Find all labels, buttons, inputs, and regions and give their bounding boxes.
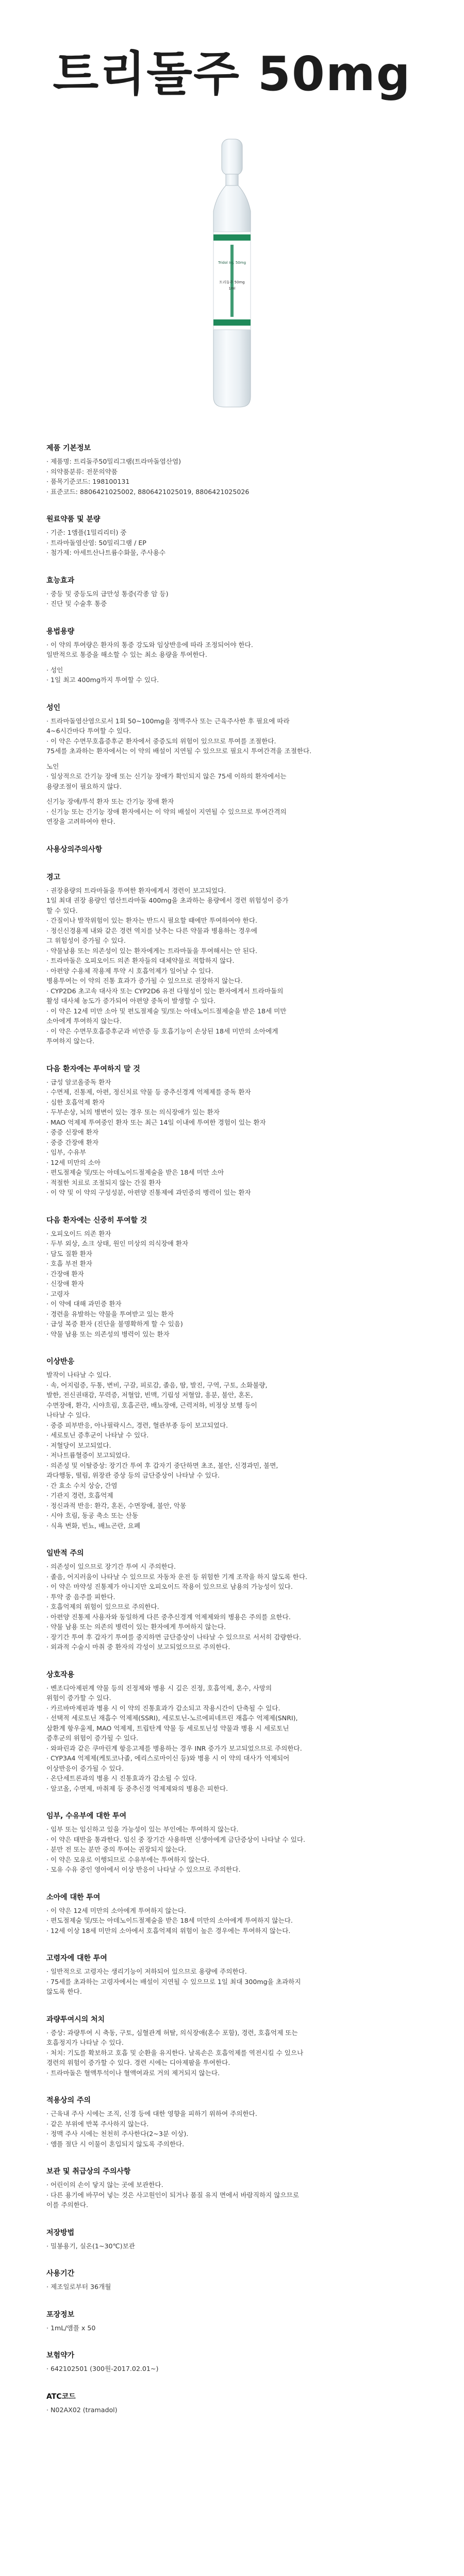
section-title: 상호작용 xyxy=(46,1670,75,1679)
section-line: 발작이 나타날 수 있다. xyxy=(46,1371,111,1379)
section-line: · 같은 부위에 반복 주사하지 않는다. xyxy=(46,2120,149,2128)
section-line: · 첨가제: 아세트산나트륨수화물, 주사용수 xyxy=(46,549,166,556)
section-line: · 저나트륨혈증이 보고되었다. xyxy=(46,1451,130,1459)
ampoule-label-brand: Tridol Inj. 50mg xyxy=(218,261,246,265)
section-line: · 장기간 투여 후 갑자기 투여를 중지하면 금단증상이 나타날 수 있으므로 서서히 감량한다. xyxy=(46,1633,302,1641)
section-line: · 이 약 및 이 약의 구성성분, 아편양 진통제에 과민증의 병력이 있는 환자 xyxy=(46,1189,251,1196)
section-line: · 정신과적 반응: 환각, 혼돈, 수면장애, 불안, 악몽 xyxy=(46,1501,187,1510)
section-line: 1일 최대 권장 용량인 염산트라마돌 400mg을 초과하는 용량에서 경련 위험성이 증가 xyxy=(46,896,289,904)
section-line: 75세를 초과하는 환자에서는 이 약의 배설이 지연될 수 있으므로 필요시 투여간격을 조절한다. xyxy=(46,747,312,755)
section-line: · MAO 억제제 투여중인 환자 또는 최근 14일 이내에 투여한 경험이 있는 환자 xyxy=(46,1118,266,1126)
section-line: 삼환계 항우울제, MAO 억제제, 트립탄계 약물 등 세로토닌성 약물과 병용 시 세로토닌 xyxy=(46,1724,289,1732)
section-line: · 이 약은 12세 미만의 소아에게 투여하지 않는다. xyxy=(46,1906,187,1914)
info-section xyxy=(46,443,418,497)
section-line: · 트라마돌염산염으로서 1회 50~100mg을 정맥주사 또는 근육주사한 후 필요에 따라 xyxy=(46,717,290,725)
section-line: · 어린이의 손이 닿지 않는 곳에 보관한다. xyxy=(46,2181,163,2189)
section-line: · 적절한 치료로 조절되지 않는 간질 환자 xyxy=(46,1178,161,1187)
section-line: 소아에게 투여하지 않는다. xyxy=(46,1017,122,1025)
section-title: ATC코드 xyxy=(46,2392,76,2401)
section-line: 일반적으로 통증을 해소할 수 있는 최소 용량을 투여한다. xyxy=(46,651,207,658)
section-line: · 경련을 유발하는 약물을 투여받고 있는 환자 xyxy=(46,1310,174,1318)
section-line: · 이 약은 마약성 진통제가 아니지만 오피오이드 작용이 있으므로 남용의 가능성이 있다. xyxy=(46,1583,293,1590)
section-line: 이를 주의한다. xyxy=(46,2201,88,2209)
section-title: 포장정보 xyxy=(46,2310,75,2319)
section-line: 않도록 한다. xyxy=(46,1988,82,1995)
section-title: 용법용량 xyxy=(46,627,75,636)
section-line: · 분만 전 또는 분만 중의 투여는 권장되지 않는다. xyxy=(46,1845,187,1853)
info-section xyxy=(46,2350,418,2374)
section-line: · 일상적으로 간기능 장애 또는 신기능 장애가 확인되지 않은 75세 이하의 환자에서는 xyxy=(46,772,287,780)
section-line xyxy=(46,791,418,796)
section-line: 위험이 증가할 수 있다. xyxy=(46,1694,111,1702)
section-line: · 중증 신장애 환자 xyxy=(46,1128,99,1136)
section-line: · 이 약은 12세 미만 소아 및 편도절제술 및/또는 아데노이드절제술을 받은 18세 미만 xyxy=(46,1007,287,1015)
section-line: · 간질이나 발작위험이 있는 환자는 반드시 필요할 때에만 투여하여야 한다. xyxy=(46,917,258,924)
section-line: · 두부 외상, 쇼크 상태, 원인 미상의 의식장애 환자 xyxy=(46,1240,189,1247)
section-line: · 간 효소 수치 상승, 간염 xyxy=(46,1481,118,1489)
section-line: · 세로토닌 증후군이 나타날 수 있다. xyxy=(46,1431,149,1439)
section-line: · 급성 복증 환자 (진단을 불명확하게 할 수 있음) xyxy=(46,1320,183,1328)
section-line: · 임부, 수유부 xyxy=(46,1148,86,1156)
section-line: · 임부 또는 임신하고 있을 가능성이 있는 부인에는 투여하지 않는다. xyxy=(46,1825,239,1833)
section-title: 임부, 수유부에 대한 투여 xyxy=(46,1812,127,1820)
section-line: · 알코올, 수면제, 마취제 등 중추신경 억제제와의 병용은 피한다. xyxy=(46,1784,228,1792)
section-line: 이상반응이 증가될 수 있다. xyxy=(46,1764,124,1772)
section-line: · 정신신경용제 내와 같은 경련 역치를 낮추는 다른 약물과 병용하는 경우에 xyxy=(46,926,258,935)
section-title: 성인 xyxy=(46,703,61,712)
section-line: · 이 약의 투여량은 환자의 통증 강도와 임상반응에 따라 조정되어야 한다. xyxy=(46,640,253,649)
section-line: · 모유 수유 중인 영아에서 이상 반응이 나타날 수 있으므로 주의한다. xyxy=(46,1866,241,1873)
ampoule-label-line-1: 트리돌주 50mg xyxy=(219,280,245,284)
info-section xyxy=(46,2228,418,2251)
section-line: · 수면제, 진통제, 아편, 정신치료 약물 등 중추신경계 억제제를 중독 환자 xyxy=(46,1088,251,1096)
section-line: · 담도 질환 환자 xyxy=(46,1249,93,1258)
section-line: · 투약 중 음주를 피한다. xyxy=(46,1592,115,1601)
section-title: 소아에 대한 투여 xyxy=(46,1893,101,1902)
section-line: 4~6시간마다 투여할 수 있다. xyxy=(46,727,131,735)
section-title: 보험약가 xyxy=(46,2351,75,2360)
section-title: 사용기간 xyxy=(46,2269,75,2278)
section-line: · 속, 어지럼증, 두통, 변비, 구갈, 피로감, 졸음, 땀, 발진, 구역, 구토, 소화불량, xyxy=(46,1381,268,1389)
section-title: 이상반응 xyxy=(46,1358,75,1366)
section-line: 투여하지 않는다. xyxy=(46,1037,95,1045)
section-line: · 정맥 주사 시에는 천천히 주사한다(2~3분 이상). xyxy=(46,2130,189,2138)
ampoule-label-line-2: 1ml xyxy=(228,286,236,291)
info-section xyxy=(46,1892,418,1936)
section-line: · 이 약은 모유로 이행되므로 수유부에는 투여하지 않는다. xyxy=(46,1855,209,1863)
section-title: 다음 환자에는 신중히 투여할 것 xyxy=(46,1216,147,1225)
info-section xyxy=(46,2014,418,2078)
section-line xyxy=(46,756,418,761)
info-section xyxy=(46,626,418,685)
section-line: 활성 대사체 농도가 증가되어 아편양 중독이 발생할 수 있다. xyxy=(46,997,216,1005)
section-line: · 일반적으로 고령자는 생리기능이 저하되어 있으므로 용량에 주의한다. xyxy=(46,1968,247,1975)
section-line: · 제조일로부터 36개월 xyxy=(46,2283,111,2291)
section-line: 병용투여는 이 약의 진통 효과가 증가될 수 있으므로 권장하지 않는다. xyxy=(46,977,243,985)
section-line: · 편도절제술 및/또는 아데노이드절제술을 받은 18세 미만의 소아에게 투여하지 않는다. xyxy=(46,1917,293,1924)
section-line: 연장을 고려하여야 한다. xyxy=(46,818,115,825)
section-line: · 간장애 환자 xyxy=(46,1269,84,1278)
info-section xyxy=(46,1548,418,1652)
section-line: · 호흡 부전 환자 xyxy=(46,1260,93,1267)
section-line: · 졸음, 어지러움이 나타날 수 있으므로 자동차 운전 등 위험한 기계 조작을 하지 않도록 한다. xyxy=(46,1572,308,1581)
section-title: 보관 및 취급상의 주의사항 xyxy=(46,2167,131,2176)
section-line: · 이 약에 대해 과민증 환자 xyxy=(46,1300,122,1308)
section-line: · 이 약은 수면무호흡증후군 환자에서 중증도의 위험이 있으므로 투여를 조절한다. xyxy=(46,737,276,745)
section-line: · 와파린과 같은 쿠마린계 항응고제를 병용하는 경우 INR 증가가 보고되었으므로 주의한다. xyxy=(46,1744,302,1752)
info-section xyxy=(46,1064,418,1198)
section-line: · 선택적 세로토닌 재흡수 억제제(SSRI), 세로토닌-노르에피네프린 재흡수 억제제(SNRI), xyxy=(46,1714,298,1722)
section-line: · 트라마돌은 오피오이드 의존 환자들의 대체약물로 적합하지 않다. xyxy=(46,957,235,964)
section-line: · 1mL/앰플 x 50 xyxy=(46,2324,96,2332)
product-info-content xyxy=(46,443,418,2432)
section-line: · 의존성이 있으므로 장기간 투여 시 주의한다. xyxy=(46,1563,176,1570)
info-section xyxy=(46,703,418,827)
section-line: · 642102501 (300원-2017.02.01~) xyxy=(46,2365,159,2372)
section-line: · 급성 알코올중독 환자 xyxy=(46,1078,111,1086)
section-line: · 약물 남용 또는 의존성의 병력이 있는 환자 xyxy=(46,1330,170,1338)
section-title: 일반적 주의 xyxy=(46,1549,84,1557)
info-section xyxy=(46,1215,418,1340)
section-line: · 호흡억제의 위험이 있으므로 주의한다. xyxy=(46,1603,159,1611)
section-line: · 처치: 기도를 확보하고 호흡 및 순환을 유지한다. 날록손은 호흡억제를 역전시킬 수 있으나 xyxy=(46,2048,304,2057)
section-line: 할 수 있다. xyxy=(46,906,78,914)
section-line: · 온단세트론과의 병용 시 진통효과가 감소될 수 있다. xyxy=(46,1774,197,1782)
section-line: 과다행동, 떨림, 위장관 증상 등의 금단증상이 나타날 수 있다. xyxy=(46,1471,220,1479)
section-title: 적용상의 주의 xyxy=(46,2096,91,2105)
info-section xyxy=(46,2166,418,2210)
section-line: 증후군의 위험이 증가될 수 있다. xyxy=(46,1734,139,1742)
section-title: 제품 기본정보 xyxy=(46,444,91,452)
section-line: · 품목기준코드: 198100131 xyxy=(46,478,130,485)
section-title: 다음 환자에는 투여하지 말 것 xyxy=(46,1064,140,1073)
info-section xyxy=(46,872,418,1046)
section-line: · 아편양 수용체 작용제 투약 시 호흡억제가 일어날 수 있다. xyxy=(46,967,213,975)
info-section xyxy=(46,844,418,855)
section-line: 그 위험성이 증가될 수 있다. xyxy=(46,937,126,944)
section-line: · CYP3A4 억제제(케토코나졸, 에리스로마이신 등)와 병용 시 이 약의 대사가 억제되어 xyxy=(46,1754,290,1762)
product-title: 트리돌주 50mg xyxy=(53,46,411,101)
info-section xyxy=(46,1811,418,1875)
section-line: · 12세 이상 18세 미만의 소아에서 호흡억제의 위험이 높은 경우에는 투여하지 않는다. xyxy=(46,1926,291,1935)
section-line: · 카르바마제핀과 병용 시 이 약의 진통효과가 감소되고 작용시간이 단축될 수 있다. xyxy=(46,1704,280,1712)
info-section xyxy=(46,1953,418,1997)
section-line: · 신기능 또는 간기능 장애 환자에서는 이 약의 배설이 지연될 수 있으므로 투여간격의 xyxy=(46,807,287,816)
section-line: · 다른 용기에 바꾸어 넣는 것은 사고원인이 되거나 품질 유지 면에서 바람직하지 않으므로 xyxy=(46,2191,300,2199)
section-line: · CYP2D6 초고속 대사자 또는 CYP2D6 유전 다형성이 있는 환자에게서 트라마돌의 xyxy=(46,987,284,995)
section-line: · 이 약은 수면무호흡증후군과 비만증 등 호흡기능이 손상된 18세 미만의 소아에게 xyxy=(46,1027,278,1035)
info-section xyxy=(46,2392,418,2415)
section-line: · 의약품분류: 전문의약품 xyxy=(46,467,118,476)
section-line: · 이 약은 태반을 통과한다. 임신 중 장기간 사용하면 신생아에게 금단증상이 나타날 수 있다. xyxy=(46,1835,306,1843)
info-section xyxy=(46,2095,418,2149)
section-line: 호흡정지가 나타날 수 있다. xyxy=(46,2039,124,2046)
section-line: 용량조절이 필요하지 않다. xyxy=(46,782,122,790)
section-line: · 1일 최고 400mg까지 투여할 수 있다. xyxy=(46,676,159,684)
section-line: · 중등 및 중등도의 급만성 통증(각종 암 등) xyxy=(46,589,169,598)
section-line: · 약물 남용 또는 의존의 병력이 있는 환자에게 투여하지 않는다. xyxy=(46,1623,226,1631)
section-line: · 12세 미만의 소아 xyxy=(46,1158,101,1166)
section-line: · 두부손상, 뇌의 병변이 있는 경우 또는 의식장애가 있는 환자 xyxy=(46,1108,220,1116)
info-section xyxy=(46,1357,418,1531)
section-line: · 제품명: 트리돌주50밀리그램(트라마돌염산염) xyxy=(46,457,181,465)
section-line: · 트라마돌염산염: 50밀리그램 / EP xyxy=(46,538,146,547)
section-line: · 의존성 및 이탈증상: 장기간 투여 후 갑자기 중단하면 초조, 불안, 신경과민, 불면, xyxy=(46,1461,278,1469)
section-title: 저장방법 xyxy=(46,2228,75,2237)
section-line: · 앰플 절단 시 이물이 혼입되지 않도록 주의한다. xyxy=(46,2140,185,2148)
section-line: 나타날 수 있다. xyxy=(46,1411,91,1419)
section-title: 효능효과 xyxy=(46,576,75,585)
info-section xyxy=(46,1670,418,1794)
section-line: · 근육내 주사 시에는 조직, 신경 등에 대한 영향을 피하기 위하여 주의한다. xyxy=(46,2110,257,2117)
section-title: 고령자에 대한 투여 xyxy=(46,1954,107,1962)
section-line: 발한, 전신권태감, 무력증, 저혈압, 빈맥, 기립성 저혈압, 흥분, 불안, 혼돈, xyxy=(46,1391,253,1399)
section-line: · N02AX02 (tramadol) xyxy=(46,2405,118,2414)
section-line xyxy=(46,660,418,665)
section-line: · 오피오이드 의존 환자 xyxy=(46,1229,111,1238)
section-line: · 표준코드: 8806421025002, 8806421025019, 8806421025026 xyxy=(46,487,250,496)
section-line: · 약물남용 또는 의존성이 있는 환자에게는 트라마돌을 투여해서는 안 된다. xyxy=(46,946,258,955)
section-line: · 성인 xyxy=(46,666,63,674)
ampoule-shape xyxy=(213,139,251,407)
section-line: · 외과적 수술시 마취 중 환자의 각성이 보고되었으므로 주의한다. xyxy=(46,1643,230,1651)
section-line: · 75세를 초과하는 고령자에서는 배설이 지연될 수 있으므로 1일 최대 300mg을 초과하지 xyxy=(46,1977,301,1986)
section-line: · 중증 간장애 환자 xyxy=(46,1138,99,1146)
info-section xyxy=(46,2310,418,2333)
section-line: · 아편양 진통제 사용자와 동일하게 다른 중추신경계 억제제와의 병용은 주의를 요한다. xyxy=(46,1613,291,1621)
section-title: 경고 xyxy=(46,873,61,882)
info-section xyxy=(46,514,418,558)
section-title: 원료약품 및 분량 xyxy=(46,515,101,523)
section-line: · 고령자 xyxy=(46,1290,70,1298)
section-line: · 중증 피부반응, 아나필락시스, 경련, 혈관부종 등이 보고되었다. xyxy=(46,1421,228,1429)
section-line: · 기관지 경련, 호흡억제 xyxy=(46,1492,113,1499)
section-title: 과량투여시의 처치 xyxy=(46,2015,105,2024)
section-line: · 증상: 과량투여 시 축동, 구토, 심혈관계 허탈, 의식장애(혼수 포함), 경련, 호흡억제 또는 xyxy=(46,2028,298,2037)
section-line: · 신장애 환자 xyxy=(46,1280,84,1287)
section-line: · 식욕 변화, 빈뇨, 배뇨곤란, 요폐 xyxy=(46,1521,141,1530)
section-line: · 트라마돌은 혈액투석이나 혈액여과로 거의 제거되지 않는다. xyxy=(46,2069,220,2077)
section-line: 수면장애, 환각, 시야흐림, 호흡곤란, 배뇨장애, 근력저하, 비정상 보행 등이 xyxy=(46,1401,257,1409)
info-section xyxy=(46,2268,418,2292)
section-line: · 벤조디아제핀계 약물 등의 진정제와 병용 시 깊은 진정, 호흡억제, 혼수, 사망의 xyxy=(46,1684,272,1692)
section-line: · 편도절제술 및/또는 아데노이드절제술을 받은 18세 미만 소아 xyxy=(46,1168,224,1176)
section-line: 신기능 장애/투석 환자 또는 간기능 장애 환자 xyxy=(46,798,174,805)
section-line: · 심한 호흡억제 환자 xyxy=(46,1098,105,1106)
section-line: · 기준: 1앰플(1밀리리터) 중 xyxy=(46,529,127,536)
section-line: · 시야 흐림, 동공 축소 또는 산동 xyxy=(46,1512,139,1519)
ampoule-image xyxy=(0,129,464,417)
section-line: 경련의 위험이 증가할 수 있다. 경련 시에는 디아제팜을 투여한다. xyxy=(46,2059,230,2066)
section-line: 노인 xyxy=(46,762,59,770)
info-section xyxy=(46,575,418,609)
section-line: · 저혈당이 보고되었다. xyxy=(46,1441,111,1449)
section-line: · 밀봉용기, 실온(1~30℃)보관 xyxy=(46,2242,135,2250)
section-title: 사용상의주의사항 xyxy=(46,845,103,854)
section-line: · 진단 및 수술후 통증 xyxy=(46,600,107,607)
section-line: · 권장용량의 트라마돌을 투여한 환자에게서 경련이 보고되었다. xyxy=(46,886,226,894)
